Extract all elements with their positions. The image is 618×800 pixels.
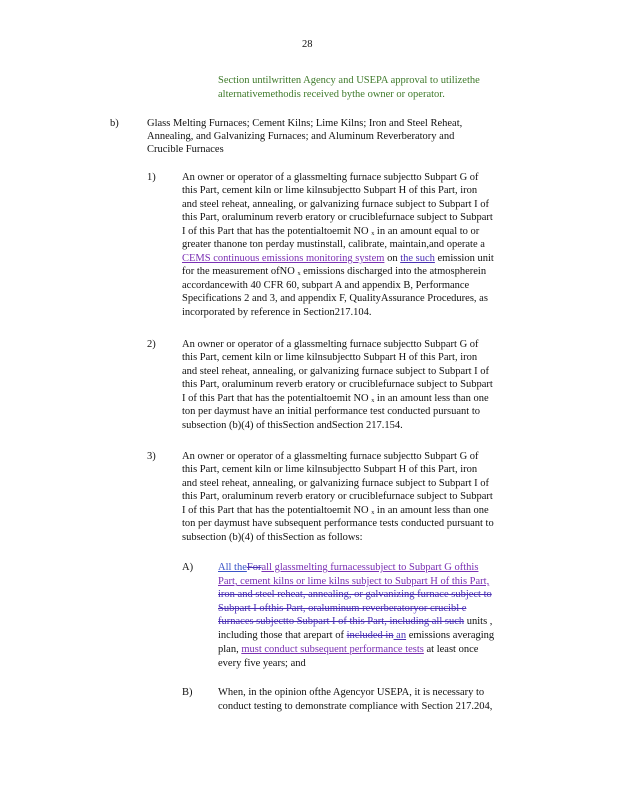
inserted-text: all glassmelting furnacessubject to Subpart G ofthis <box>261 562 479 573</box>
paragraph-line: When, in the opinion ofthe Agencyor USEPA, it is necessary to <box>218 687 485 698</box>
inserted-text: CEMS continuous emissions monitoring system <box>182 253 385 264</box>
plain-text: including those that arepart of <box>218 630 347 641</box>
paragraph-line: I of this Part that has the potentialtoemit NO ₓ in an amount less than one <box>182 505 489 516</box>
inserted-text: the such <box>400 253 435 264</box>
deleted-text: furnaces subjectto Subpart I of this Part, including all such <box>218 616 465 627</box>
paragraph-line <box>218 643 478 656</box>
section-b-heading-line: Glass Melting Furnaces; Cement Kilns; Lime Kilns; Iron and Steel Reheat, <box>147 118 463 129</box>
section-b-heading-line: Annealing, and Galvanizing Furnaces; and Aluminum Reverberatory and <box>147 131 455 142</box>
plain-text: on <box>384 253 401 264</box>
inserted-text: All the <box>218 562 247 573</box>
paragraph-line: ton per daymust have subsequent performance tests conducted pursuant to <box>182 518 494 529</box>
paragraph-line: accordancewith 40 CFR 60, subpart A and appendix B, Performance <box>182 280 470 291</box>
item-label: 3) <box>147 451 156 462</box>
paragraph-line: every five years; and <box>218 658 306 669</box>
deleted-text: included in <box>346 630 394 641</box>
paragraph-line: subsection (b)(4) of thisSection as follows: <box>182 532 363 543</box>
paragraph-line: this Part, oraluminum reverb eratory or cruciblefurnace subject to Subpart <box>182 491 493 502</box>
plain-text: units , <box>464 616 493 627</box>
deleted-line: iron and steel reheat, annealing, or galvanizing furnace subject to <box>218 589 492 600</box>
paragraph-line: I of this Part that has the potentialtoemit NO ₓ in an amount equal to or <box>182 226 480 237</box>
sub-item-label: A) <box>182 562 194 573</box>
paragraph-line: Part, cement kilns or lime kilns subject to Subpart H of this Part, <box>218 576 490 587</box>
item-label: 2) <box>147 339 156 350</box>
plain-text: emission unit <box>434 253 494 264</box>
paragraph-line: this Part, cement kiln or lime kilnsubjectto Subpart H of this Part, iron <box>182 352 478 363</box>
paragraph-line: An owner or operator of a glassmelting furnace subjectto Subpart G of <box>182 172 479 183</box>
paragraph-line: An owner or operator of a glassmelting furnace subjectto Subpart G of <box>182 339 479 350</box>
paragraph-line <box>218 561 478 574</box>
top-note-line: Section untilwritten Agency and USEPA approval to utilizethe <box>218 75 480 86</box>
paragraph-line: incorporated by reference in Section217.104. <box>182 307 372 318</box>
page-number: 28 <box>302 39 313 50</box>
paragraph-line: this Part, oraluminum reverb eratory or cruciblefurnace subject to Subpart <box>182 212 493 223</box>
plain-text: plan, <box>218 644 242 655</box>
paragraph-line <box>218 615 492 628</box>
paragraph-line: and steel reheat, annealing, or galvanizing furnace subject to Subpart I of <box>182 366 490 377</box>
plain-text: at least once <box>423 644 479 655</box>
paragraph-line <box>218 629 494 642</box>
paragraph-line: for the measurement ofNO ₓ emissions discharged into the atmospherein <box>182 266 487 277</box>
paragraph-line: this Part, cement kiln or lime kilnsubjectto Subpart H of this Part, iron <box>182 464 478 475</box>
inserted-text: must conduct subsequent performance tests <box>241 644 424 655</box>
inserted-text: an <box>393 630 407 641</box>
paragraph-line: ton per daymust have an initial performance test conducted pursuant to <box>182 406 480 417</box>
item-label: 1) <box>147 172 156 183</box>
paragraph-line <box>182 252 494 265</box>
paragraph-line: Specifications 2 and 3, and appendix F, QualityAssurance Procedures, as <box>182 293 488 304</box>
deleted-text: For <box>246 562 262 573</box>
paragraph-line: and steel reheat, annealing, or galvanizing furnace subject to Subpart I of <box>182 478 490 489</box>
section-b-label: b) <box>110 118 119 129</box>
deleted-line: Subpart I ofthis Part, oraluminum reverberatoryor crucibl e <box>218 603 467 614</box>
paragraph-line: conduct testing to demonstrate compliance with Section 217.204, <box>218 701 493 712</box>
plain-text: emissions averaging <box>406 630 495 641</box>
paragraph-line: this Part, oraluminum reverb eratory or cruciblefurnace subject to Subpart <box>182 379 493 390</box>
paragraph-line: this Part, cement kiln or lime kilnsubjectto Subpart H of this Part, iron <box>182 185 478 196</box>
paragraph-line: An owner or operator of a glassmelting furnace subjectto Subpart G of <box>182 451 479 462</box>
top-note-line: alternativemethodis received bythe owner or operator. <box>218 89 445 100</box>
sub-item-label: B) <box>182 687 193 698</box>
paragraph-line: I of this Part that has the potentialtoemit NO ₓ in an amount less than one <box>182 393 489 404</box>
section-b-heading-line: Crucible Furnaces <box>147 144 224 155</box>
paragraph-line: and steel reheat, annealing, or galvanizing furnace subject to Subpart I of <box>182 199 490 210</box>
paragraph-line: subsection (b)(4) of thisSection andSection 217.154. <box>182 420 403 431</box>
paragraph-line: greater thanone ton perday mustinstall, calibrate, maintain,and operate a <box>182 239 485 250</box>
